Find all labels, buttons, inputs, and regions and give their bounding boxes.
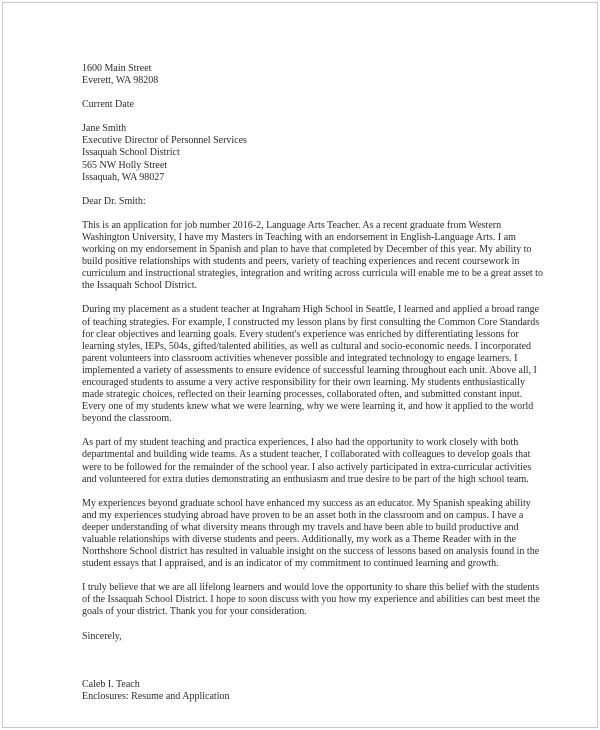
body-paragraph: During my placement as a student teacher at Ingraham High School in Seattle, I learned and applied a broad range of teaching strategies. For example, I constructed my lesson plans by first consulting the Common Core Standards for clear objectives and learning goals. Every student's experience was enriched by differentiating lessons for learning styles, IEPs, 504s, gifted/talented abilities, as well as cultural and socio-economic needs. I incorporated parent volunteers into classroom activities whenever possible and integrated technology to engage learners. I implemented a variety of assessments to ensure evidence of successful learning throughout each unit. Above all, I encouraged students to assume a very active responsibility for their own learning. My students enthusiastically made strategic choices, reflected on their learning processes, collaborated often, and submitted constant input. Every one of my students knew what we were learning, why we were learning it, and how it applied to the world beyond the classroom. xyxy=(82,304,540,425)
recipient-line: Executive Director of Personnel Services xyxy=(82,135,247,147)
closing xyxy=(82,631,544,643)
body-paragraph: This is an application for job number 2016-2, Language Arts Teacher. As a recent graduate from Western Washington University, I have my Masters in Teaching with an endorsement in English-Language Arts. I am working on my endorsement in Spanish and plan to have that completed by December of this year. My ability to build positive relationships with students and peers, variety of teaching experiences and recent coursework in curriculum and instructional strategies, integration and writing across curricula will enable me to be a great asset to the Issaquah School District. xyxy=(82,219,543,292)
closing-text: Sincerely, xyxy=(82,630,122,642)
recipient-address xyxy=(82,123,544,183)
recipient-line: Issaquah School District xyxy=(82,147,180,159)
salutation-text: Dear Dr. Smith: xyxy=(82,195,146,207)
recipient-line: Jane Smith xyxy=(82,123,127,135)
recipient-line: Issaquah, WA 98027 xyxy=(82,171,165,183)
letter-page xyxy=(2,2,598,728)
sender-address-line: 1600 Main Street xyxy=(82,63,152,74)
salutation xyxy=(82,196,544,208)
signature-block xyxy=(82,679,544,703)
enclosures-note: Enclosures: Resume and Application xyxy=(82,690,230,702)
date-line xyxy=(82,99,544,111)
sender-address xyxy=(82,63,544,87)
signature-name: Caleb I. Teach xyxy=(82,678,140,690)
body-paragraph: My experiences beyond graduate school have enhanced my success as an educator. My Spanish speaking ability and my experiences studying abroad have proven to be an asset both in the classroom and on campus. I have a deeper understanding of what diversity means through my travels and have been able to build productive and valuable relationships with diverse students and peers. Additionally, my work as a Theme Reader with in the Northshore School district has resulted in valuable insight on the success of lessons based on analysis found in the student essays that I appraised, and is an indicator of my commitment to continued learning and growth. xyxy=(82,497,540,570)
date-text: Current Date xyxy=(82,99,134,111)
letter-content xyxy=(82,63,544,703)
body-paragraph: I truly believe that we are all lifelong learners and would love the opportunity to share this belief with the students of the Issaquah School District. I hope to soon discuss with you how my experience and abilities can best meet the goals of your district. Thank you for your consideration. xyxy=(82,582,540,618)
body-paragraph: As part of my student teaching and practica experiences, I also had the opportunity to work closely with both departmental and building wide teams. As a student teacher, I collaborated with colleagues to develop goals that were to be followed for the remainder of the school year. I also actively participated in extra-curricular activities and volunteered for extra duties demonstrating an enthusiasm and true desire to be part of the high school team. xyxy=(82,437,532,485)
sender-address-line: Everett, WA 98208 xyxy=(82,75,159,87)
recipient-line: 565 NW Holly Street xyxy=(82,159,168,171)
